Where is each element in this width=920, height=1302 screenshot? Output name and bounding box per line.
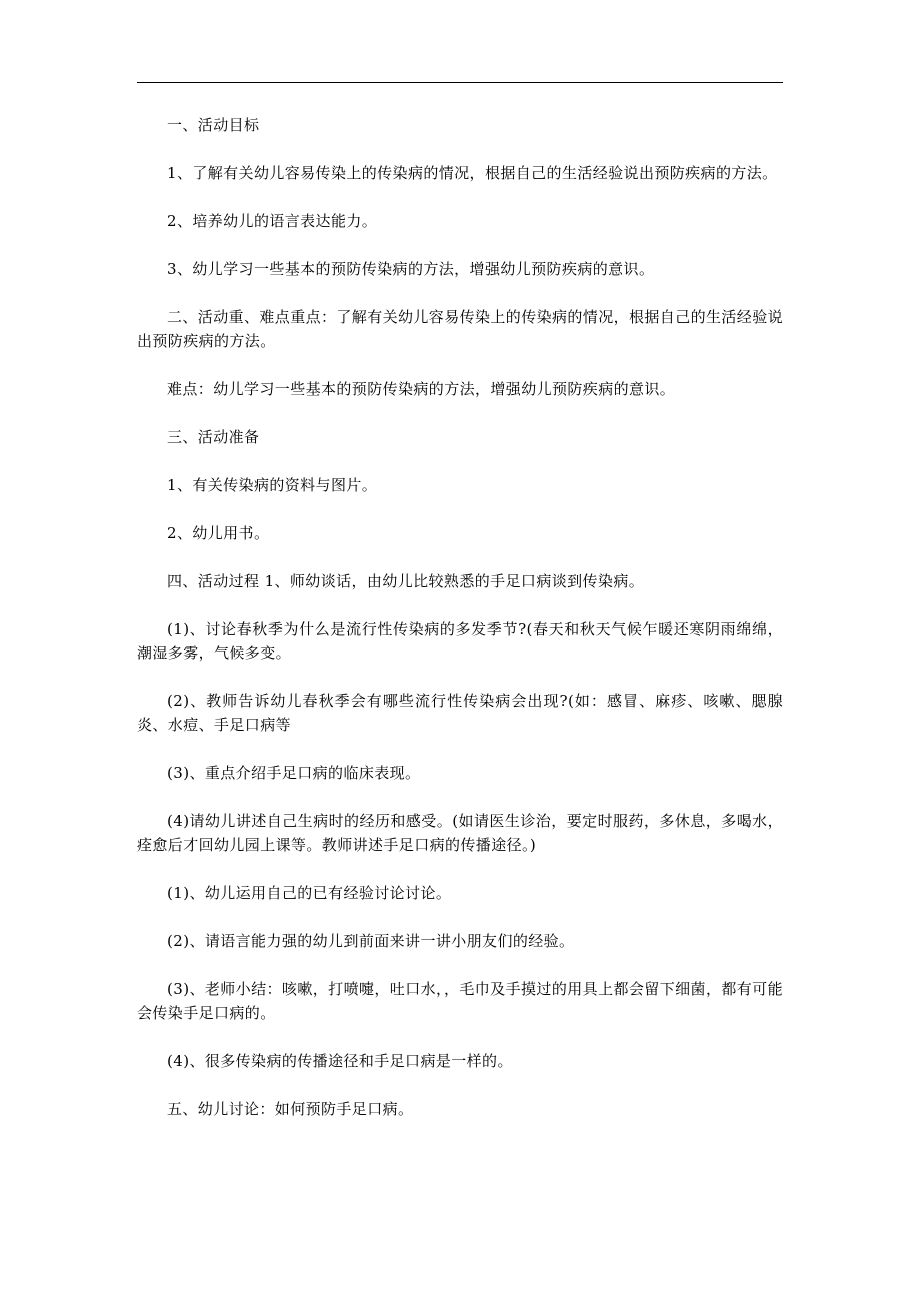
preparation-item-2: 2、幼儿用书。 (167, 524, 270, 542)
preparation-item-1: 1、有关传染病的资料与图片。 (167, 476, 378, 494)
discussion-step-3: (3)、老师小结：咳嗽，打喷嚏，吐口水，，毛巾及手摸过的用具上都会留下细菌，都有可能会传染手足口病的。 (137, 980, 783, 1022)
section-heading-preparation: 三、活动准备 (167, 428, 260, 446)
section-heading-process: 四、活动过程 1、师幼谈话，由幼儿比较熟悉的手足口病谈到传染病。 (167, 572, 645, 590)
process-step-2: (2)、教师告诉幼儿春秋季会有哪些流行性传染病会出现?(如：感冒、麻疹、咳嗽、腮腺炎、水痘、手足口病等 (137, 692, 783, 734)
process-step-1: (1)、讨论春秋季为什么是流行性传染病的多发季节?(春天和秋天气候乍暖还寒阴雨绵绵，潮湿多雾，气候多变。 (137, 620, 783, 662)
section-heading-goals: 一、活动目标 (167, 116, 260, 134)
header-rule (137, 82, 783, 83)
discussion-step-1: (1)、幼儿运用自己的已有经验讨论讨论。 (167, 884, 452, 902)
goal-item-1: 1、了解有关幼儿容易传染上的传染病的情况，根据自己的生活经验说出预防疾病的方法。 (167, 164, 778, 182)
discussion-step-4: (4)、很多传染病的传播途径和手足口病是一样的。 (167, 1052, 513, 1070)
discussion-step-2: (2)、请语言能力强的幼儿到前面来讲一讲小朋友们的经验。 (167, 932, 575, 950)
process-step-3: (3)、重点介绍手足口病的临床表现。 (167, 764, 421, 782)
difficult-point: 难点：幼儿学习一些基本的预防传染病的方法，增强幼儿预防疾病的意识。 (167, 380, 676, 398)
goal-item-3: 3、幼儿学习一些基本的预防传染病的方法，增强幼儿预防疾病的意识。 (167, 260, 655, 278)
section-heading-discussion: 五、幼儿讨论：如何预防手足口病。 (167, 1100, 414, 1118)
process-step-4: (4)请幼儿讲述自己生病时的经历和感受。(如请医生诊治，要定时服药，多休息，多喝水，痊愈后才回幼儿园上课等。教师讲述手足口病的传播途径。) (137, 812, 783, 854)
goal-item-2: 2、培养幼儿的语言表达能力。 (167, 212, 378, 230)
section-key-points: 二、活动重、难点重点：了解有关幼儿容易传染上的传染病的情况，根据自己的生活经验说出预防疾病的方法。 (137, 308, 784, 350)
document-body (137, 113, 783, 1145)
